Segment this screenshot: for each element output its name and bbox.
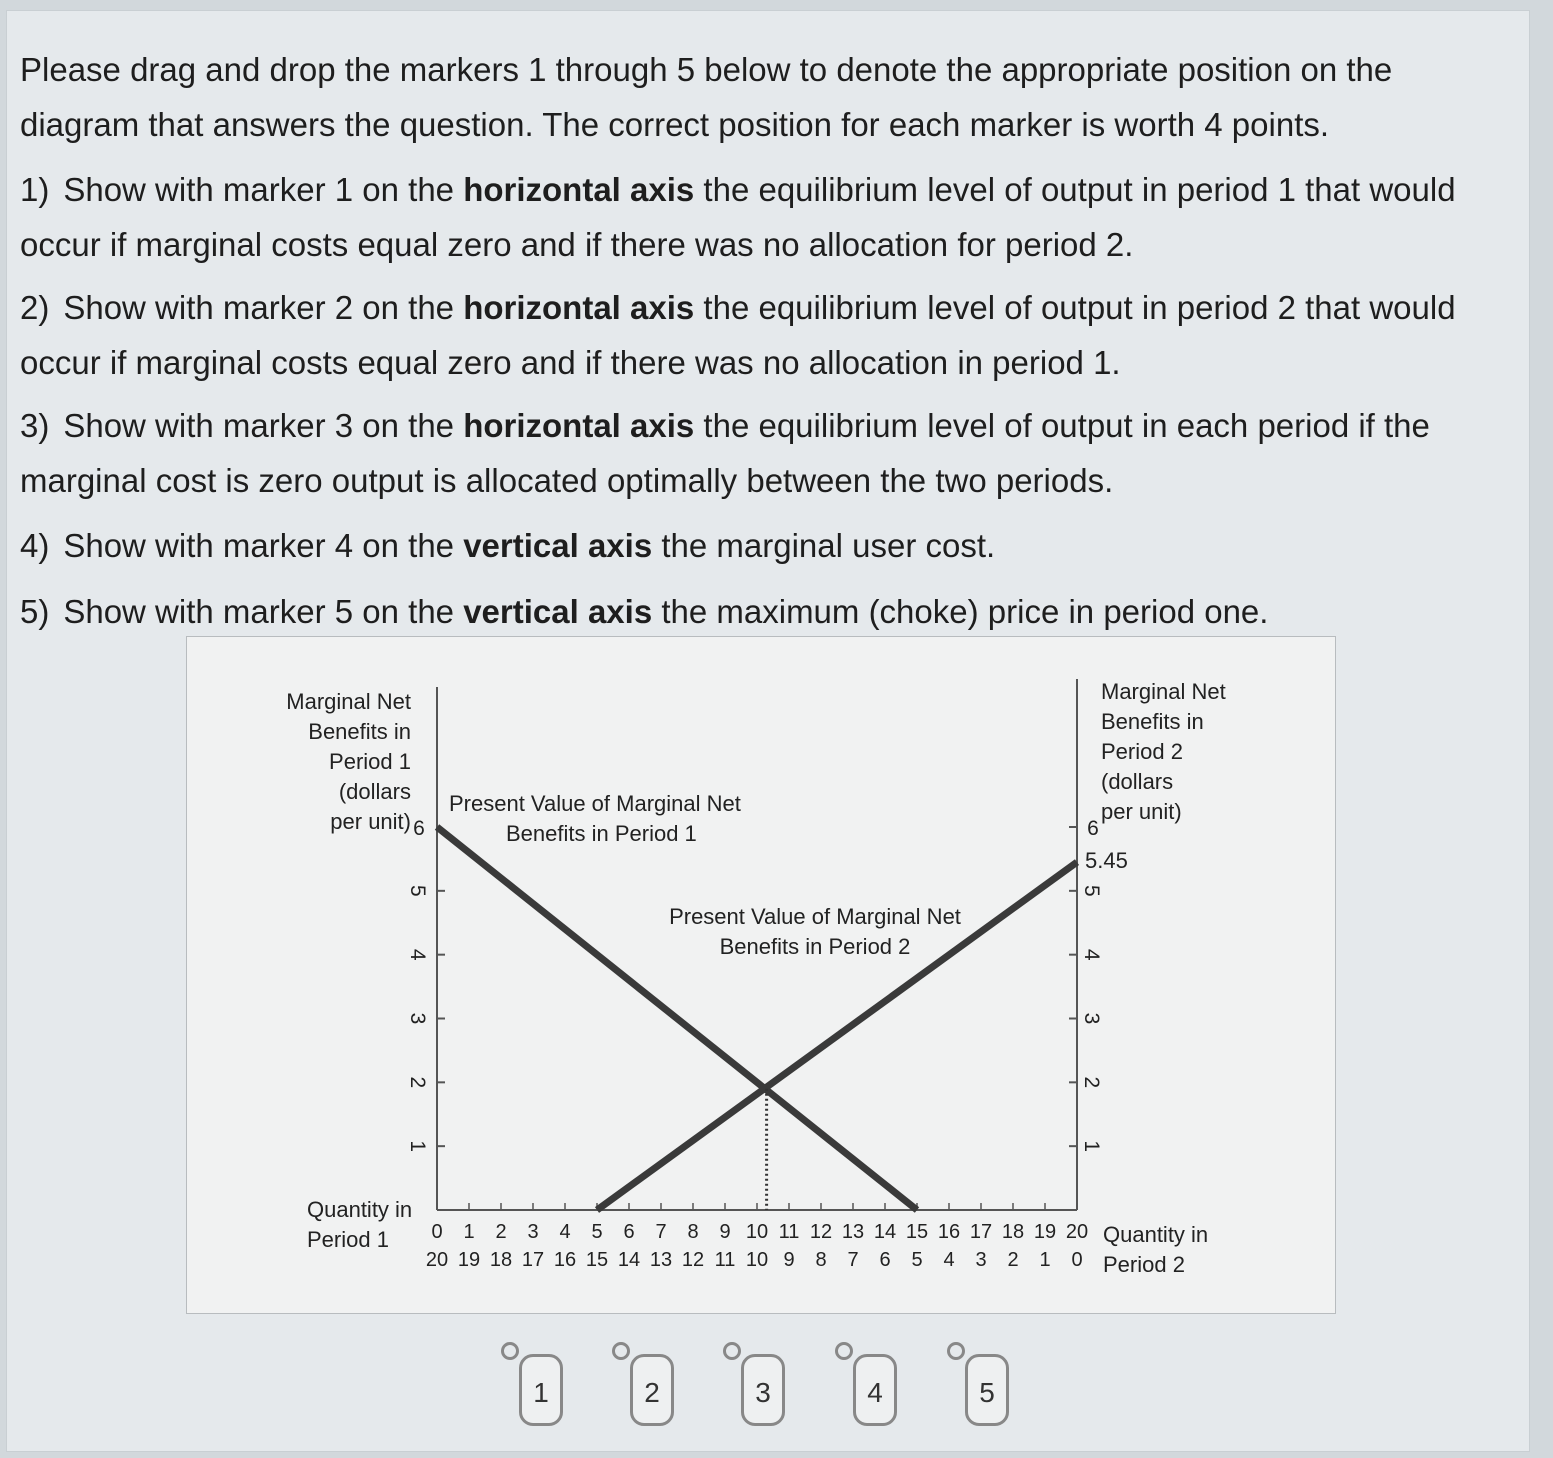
series-label-period-2: Present Value of Marginal Net — [669, 904, 961, 929]
x-bottom-tick-label: 14 — [617, 1249, 641, 1271]
right-axis-tick-label-5-45: 5.45 — [1085, 848, 1128, 874]
x-bottom-axis-title: Quantity in — [1103, 1222, 1209, 1247]
drag-handle-icon[interactable] — [947, 1342, 965, 1360]
x-bottom-tick-label: 8 — [815, 1249, 827, 1271]
x-bottom-tick-label: 7 — [847, 1249, 859, 1271]
marker-5[interactable]: 5 — [965, 1354, 1009, 1426]
marker-1[interactable]: 1 — [519, 1354, 563, 1426]
marker-2[interactable]: 2 — [630, 1354, 674, 1426]
x-bottom-tick-label: 3 — [975, 1249, 987, 1271]
x-bottom-tick-label: 0 — [1071, 1249, 1083, 1271]
left-axis-tick-label: 5 — [406, 884, 429, 897]
x-top-tick-label: 7 — [655, 1221, 667, 1243]
right-axis-title: Period 2 — [1101, 739, 1183, 764]
left-axis-title: (dollars — [338, 779, 411, 804]
drag-handle-icon[interactable] — [612, 1342, 630, 1360]
question-item-3: 3) Show with marker 3 on the horizontal axis the equilibrium level of output in each period if the marginal cost is zero output is allocated optimally between the two periods. — [20, 398, 1460, 508]
right-axis-tick-label: 3 — [1080, 1012, 1103, 1025]
x-bottom-tick-label: 6 — [879, 1249, 891, 1271]
left-axis-title: Benefits in — [308, 719, 411, 744]
x-bottom-tick-label: 19 — [457, 1249, 481, 1271]
right-axis-tick-label: 1 — [1080, 1140, 1103, 1153]
right-axis-tick-label: 4 — [1080, 948, 1103, 961]
x-bottom-tick-label: 16 — [553, 1249, 577, 1271]
x-top-tick-label: 9 — [719, 1221, 731, 1243]
left-axis-tick-label: 6 — [413, 817, 425, 840]
series-label-period-2: Benefits in Period 2 — [719, 934, 911, 959]
question-item-4: 4) Show with marker 4 on the vertical axis the marginal user cost. — [20, 518, 1460, 573]
x-top-tick-label: 8 — [687, 1221, 699, 1243]
x-bottom-tick-label: 13 — [649, 1249, 673, 1271]
left-axis-title: Period 1 — [329, 749, 411, 774]
x-bottom-tick-label: 1 — [1039, 1249, 1051, 1271]
x-top-tick-label: 10 — [745, 1221, 769, 1243]
item-number: 2) — [20, 289, 50, 326]
x-top-tick-label: 17 — [969, 1221, 993, 1243]
x-top-tick-label: 2 — [495, 1221, 507, 1243]
x-bottom-tick-label: 17 — [521, 1249, 545, 1271]
x-bottom-tick-label: 20 — [425, 1249, 449, 1271]
drag-handle-icon[interactable] — [501, 1342, 519, 1360]
right-axis-title: (dollars — [1101, 769, 1174, 794]
right-axis-tick-label: 5 — [1080, 884, 1103, 897]
series-label-period-1: Benefits in Period 1 — [506, 821, 697, 846]
x-top-tick-label: 11 — [778, 1221, 800, 1243]
question-item-2: 2) Show with marker 2 on the horizontal axis the equilibrium level of output in period 2 that would occur if marginal costs equal zero and if there was no allocation in period 1. — [20, 280, 1460, 390]
x-top-tick-label: 12 — [809, 1221, 833, 1243]
right-axis-tick-label: 2 — [1080, 1076, 1103, 1089]
x-top-tick-label: 20 — [1065, 1221, 1089, 1243]
x-top-tick-label: 16 — [937, 1221, 961, 1243]
right-axis-title: per unit) — [1101, 799, 1182, 824]
left-axis-tick-label: 3 — [406, 1012, 429, 1025]
marker-tray — [0, 1330, 1553, 1440]
question-item-1: 1) Show with marker 1 on the horizontal axis the equilibrium level of output in period 1 that would occur if marginal costs equal zero and if there was no allocation for period 2. — [20, 162, 1460, 272]
left-axis-tick-label: 1 — [405, 1140, 429, 1153]
diagram-drop-area[interactable] — [186, 636, 1336, 1314]
x-top-tick-label: 6 — [623, 1221, 635, 1243]
question-item-5: 5) Show with marker 5 on the vertical axis the maximum (choke) price in period one. — [20, 584, 1460, 639]
x-bottom-tick-label: 18 — [489, 1249, 513, 1271]
x-top-tick-label: 5 — [591, 1221, 603, 1243]
x-bottom-tick-label: 5 — [911, 1249, 923, 1271]
x-bottom-tick-label: 10 — [745, 1249, 769, 1271]
x-bottom-tick-label: 9 — [783, 1249, 795, 1271]
x-bottom-tick-label: 2 — [1007, 1249, 1019, 1271]
x-top-tick-label: 1 — [463, 1221, 475, 1243]
x-top-tick-label: 18 — [1001, 1221, 1025, 1243]
left-axis-title: per unit) — [330, 809, 411, 834]
item-number: 4) — [20, 527, 50, 564]
x-top-tick-label: 13 — [841, 1221, 865, 1243]
diagram-chart — [187, 637, 1335, 1313]
right-axis-title: Benefits in — [1101, 709, 1204, 734]
x-bottom-tick-label: 11 — [714, 1249, 736, 1271]
marker-4[interactable]: 4 — [853, 1354, 897, 1426]
x-bottom-tick-label: 15 — [585, 1249, 609, 1271]
item-number: 1) — [20, 171, 50, 208]
marker-3[interactable]: 3 — [741, 1354, 785, 1426]
x-bottom-tick-label: 12 — [681, 1249, 705, 1271]
x-top-tick-label: 19 — [1033, 1221, 1057, 1243]
drag-handle-icon[interactable] — [835, 1342, 853, 1360]
item-number: 5) — [20, 593, 50, 630]
x-top-tick-label: 15 — [905, 1221, 929, 1243]
item-number: 3) — [20, 407, 50, 444]
x-bottom-tick-label: 4 — [943, 1249, 955, 1271]
x-top-tick-label: 14 — [873, 1221, 897, 1243]
right-axis-title: Marginal Net — [1101, 679, 1226, 704]
right-axis-tick-label: 6 — [1087, 817, 1099, 840]
x-bottom-axis-title: Period 2 — [1103, 1252, 1185, 1277]
x-top-axis-title: Quantity in — [307, 1197, 413, 1222]
x-top-tick-label: 3 — [527, 1221, 539, 1243]
left-axis-tick-label: 2 — [406, 1076, 429, 1089]
x-top-axis-title: Period 1 — [307, 1227, 389, 1252]
series-label-period-1: Present Value of Marginal Net — [449, 791, 741, 816]
left-axis-title: Marginal Net — [286, 689, 411, 714]
drag-handle-icon[interactable] — [723, 1342, 741, 1360]
x-top-tick-label: 0 — [431, 1221, 443, 1243]
x-top-tick-label: 4 — [559, 1221, 571, 1243]
left-axis-tick-label: 4 — [406, 948, 429, 961]
question-intro: Please drag and drop the markers 1 through 5 below to denote the appropriate position on the diagram that answers the question. The correct position for each marker is worth 4 points. — [20, 51, 1393, 143]
